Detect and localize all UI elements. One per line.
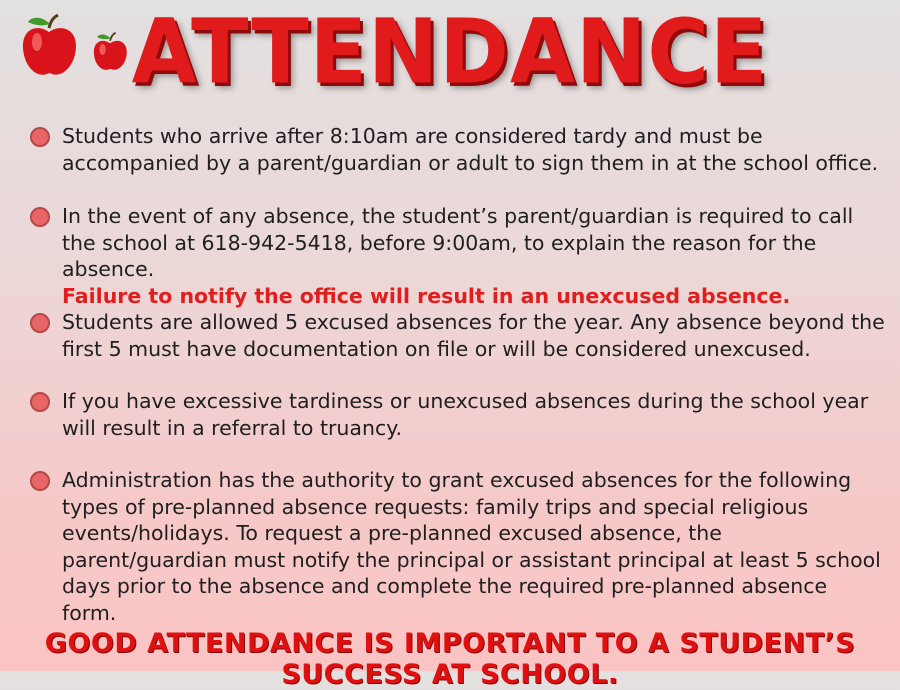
rule-text: Administration has the authority to grant excused absences for the following types of pre-planned absence requests: family trips and special religious events/holidays. To request a pre-planned excused absence, the parent/guardian must notify the principal or assistant principal at least 5 school days prior to the absence and complete the required pre-planned absence form. xyxy=(62,468,881,625)
rule-item xyxy=(30,309,885,362)
rule-item xyxy=(30,388,885,441)
bullet-icon xyxy=(30,471,50,491)
rule-text: Students are allowed 5 excused absences for the year. Any absence beyond the first 5 must have documentation on file or will be considered unexcused. xyxy=(62,310,885,361)
bullet-icon xyxy=(30,313,50,333)
bullet-icon xyxy=(30,207,50,227)
bullet-icon xyxy=(30,392,50,412)
rule-warning: Failure to notify the office will result in an unexcused absence. xyxy=(62,283,791,308)
rule-text: If you have excessive tardiness or unexcused absences during the school year will result in a referral to truancy. xyxy=(62,389,869,440)
page-title: ATTENDANCE xyxy=(131,0,769,104)
footer-slogan: GOOD ATTENDANCE IS IMPORTANT TO A STUDENT’S SUCCESS AT SCHOOL. xyxy=(44,628,856,690)
rule-text: In the event of any absence, the student’s parent/guardian is required to call the school at 618-942-5418, before 9:00am, to explain the reason for the absence. xyxy=(62,204,854,281)
rule-item xyxy=(30,203,885,309)
rule-text: Students who arrive after 8:10am are considered tardy and must be accompanied by a parent/guardian or adult to sign them in at the school office. xyxy=(62,124,879,175)
rule-item xyxy=(30,123,885,176)
rule-item xyxy=(30,467,885,626)
bullet-icon xyxy=(30,127,50,147)
